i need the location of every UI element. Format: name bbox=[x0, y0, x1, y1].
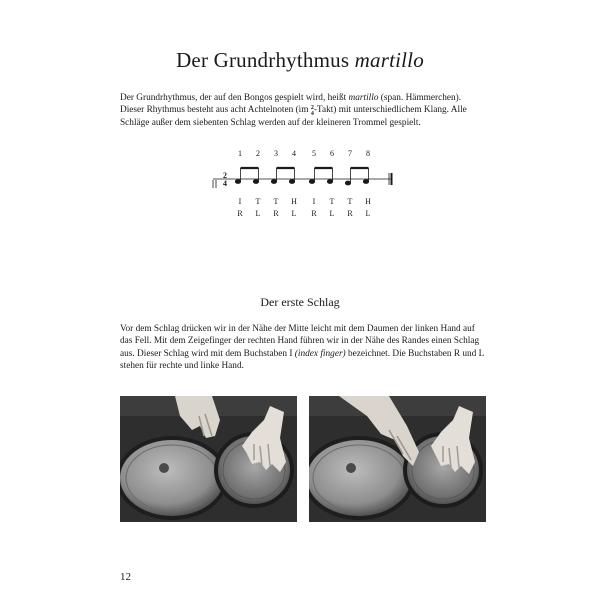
bongo-photo-left bbox=[120, 396, 297, 522]
beat-number: 6 bbox=[330, 149, 334, 158]
intro-paragraph bbox=[120, 92, 485, 130]
hand-letter: L bbox=[365, 209, 371, 218]
hand-letter: R bbox=[237, 209, 243, 218]
hand-letter: L bbox=[255, 209, 261, 218]
fraction-bottom: 4 bbox=[310, 111, 314, 118]
beat-number: 1 bbox=[238, 149, 242, 158]
stroke-letter: I bbox=[312, 197, 316, 206]
hand-letter: L bbox=[291, 209, 297, 218]
beat-number: 8 bbox=[366, 149, 370, 158]
note-head bbox=[327, 180, 332, 184]
beat-number: 7 bbox=[348, 149, 352, 158]
section-title: Der erste Schlag bbox=[260, 295, 340, 309]
intro-text-2: (span. Hämmerchen). Dieser Rhythmus besteht aus acht Achtelnoten (im bbox=[120, 93, 462, 116]
intro-text-3: -Takt) mit unterschiedlichem Klang. Alle Schläge außer dem siebenten Schlag werden auf der kleineren Trommel gespielt. bbox=[120, 105, 467, 129]
note-head bbox=[363, 180, 368, 184]
stroke-letter: T bbox=[347, 197, 353, 206]
stroke-letter: T bbox=[255, 197, 261, 206]
title-main: Der Grundrhythmus bbox=[176, 48, 350, 72]
large-drum bbox=[120, 438, 226, 518]
body-text-1: Vor dem Schlag drücken wir in der Nähe der Mitte leicht mit dem Daumen der linken Hand auf das Fell. Mit dem Zeigefinger der rechten Hand führen wir in der Nähe des Randes einen Schlag aus. Dieser Schlag wird mit dem Buchstaben I bbox=[120, 324, 480, 359]
hand-letter: R bbox=[273, 209, 279, 218]
note-head bbox=[235, 180, 240, 184]
fraction-top: 2 bbox=[310, 105, 314, 112]
large-drum bbox=[309, 438, 413, 518]
beat-number: 2 bbox=[256, 149, 260, 158]
time-sig-top: 2 bbox=[223, 171, 227, 180]
time-sig-bottom: 4 bbox=[223, 179, 227, 188]
stroke-letter: H bbox=[365, 197, 371, 206]
drum-logo bbox=[346, 463, 356, 473]
stroke-letter: H bbox=[291, 197, 297, 206]
intro-text-1: Der Grundrhythmus, der auf den Bongos gespielt wird, heißt bbox=[120, 93, 349, 103]
hand-letter: R bbox=[311, 209, 317, 218]
intro-term: martillo bbox=[348, 93, 379, 103]
body-paragraph bbox=[120, 323, 485, 373]
stroke-letter: I bbox=[238, 197, 242, 206]
page-number: 12 bbox=[120, 571, 131, 583]
stroke-letter: T bbox=[329, 197, 335, 206]
beat-number: 5 bbox=[312, 149, 316, 158]
title-emphasis: martillo bbox=[354, 48, 424, 72]
stroke-letter: T bbox=[273, 197, 279, 206]
body-text-2: bezeichnet. Die Buchstaben R und L stehen für rechte und linke Hand. bbox=[120, 348, 484, 372]
body-term: (index finger) bbox=[294, 348, 346, 359]
beat-number: 4 bbox=[292, 149, 296, 158]
page-title bbox=[0, 48, 600, 73]
hand-letter: R bbox=[347, 209, 353, 218]
note-head bbox=[345, 181, 350, 185]
notes bbox=[235, 168, 368, 185]
rhythm-notation bbox=[195, 142, 410, 222]
note-head bbox=[271, 180, 276, 184]
note-head bbox=[289, 180, 294, 184]
hand-letter: L bbox=[329, 209, 335, 218]
beat-number: 3 bbox=[274, 149, 278, 158]
note-head bbox=[309, 180, 314, 184]
drum-logo bbox=[159, 463, 169, 473]
bongo-photo-right bbox=[309, 396, 486, 522]
note-head bbox=[253, 180, 258, 184]
